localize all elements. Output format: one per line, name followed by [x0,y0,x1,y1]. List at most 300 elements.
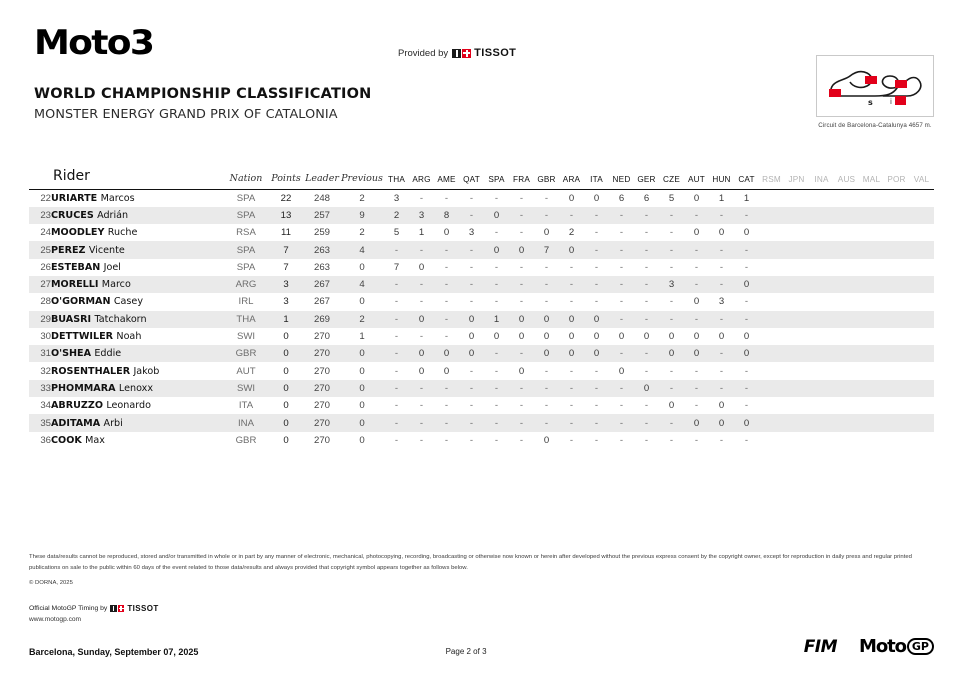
race-result-aus [834,311,859,328]
column-header-leader: Leader [304,168,340,190]
race-result-por [884,259,909,276]
race-result-jpn [784,259,809,276]
race-result-aut: - [694,313,699,325]
moto3-logo-text: Moto3 [34,23,154,63]
rider-nation: SPA [236,261,256,273]
race-result-arg: - [419,279,424,291]
race-result-jpn [784,328,809,345]
race-result-mal [859,190,884,207]
race-result-val [909,397,934,414]
rider-first-name: Noah [116,331,142,343]
race-result-ita: 0 [593,348,600,360]
race-result-rsm [759,293,784,310]
rider-previous: 2 [359,227,365,239]
race-result-ame: - [444,261,449,273]
race-result-qat: - [469,279,474,291]
race-result-ned: - [619,417,624,429]
race-result-jpn [784,345,809,362]
race-result-tha: 7 [393,261,400,273]
race-result-ina [809,345,834,362]
race-result-spa: - [494,261,499,273]
race-result-aut: - [694,434,699,446]
rider-name [51,380,224,397]
rider-last-name: COOK [51,434,82,446]
race-result-arg: - [419,382,424,394]
rider-nation: SPA [236,244,256,256]
race-result-val [909,362,934,379]
race-result-hun: - [719,279,724,291]
race-result-cat: 0 [743,227,750,239]
race-result-val [909,380,934,397]
column-header-race-cze: CZE [659,168,684,190]
rider-first-name: Ruche [107,227,138,239]
race-result-ame: 0 [443,348,450,360]
race-result-ned: - [619,227,624,239]
race-result-mal [859,276,884,293]
website-url[interactable]: www.motogp.com [29,616,82,623]
page-title: WORLD CHAMPIONSHIP CLASSIFICATION [34,86,372,102]
race-result-aus [834,241,859,258]
race-result-arg: - [419,244,424,256]
race-result-cze: - [669,313,674,325]
rider-name [51,397,224,414]
race-result-cze: 3 [668,279,675,291]
race-result-ame: 8 [443,209,450,221]
rider-leader-gap: 267 [313,279,330,291]
race-result-cze: - [669,261,674,273]
race-result-qat: - [469,192,474,204]
race-result-rsm [759,311,784,328]
race-result-gbr: - [544,417,549,429]
race-result-hun: 3 [718,296,725,308]
race-result-hun: - [719,209,724,221]
rider-nation: SPA [236,192,256,204]
race-result-ita: - [594,227,599,239]
rider-previous: 1 [359,331,365,343]
race-result-aut: 0 [693,348,700,360]
race-result-spa: - [494,348,499,360]
race-result-val [909,276,934,293]
race-result-val [909,432,934,449]
standings-table-wrap [0,168,963,449]
rider-previous: 9 [359,209,365,221]
race-result-gbr: 0 [543,227,550,239]
race-result-cze: 0 [668,348,675,360]
race-result-qat: 3 [468,227,475,239]
table-row[interactable] [29,345,934,362]
race-result-cze: - [669,244,674,256]
column-header-race-hun: HUN [709,168,734,190]
race-result-hun: - [719,261,724,273]
race-result-ger: - [644,365,649,377]
race-result-ita: - [594,296,599,308]
rider-name [51,241,224,258]
race-result-ara: - [569,209,574,221]
race-result-por [884,311,909,328]
race-result-cze: 0 [668,400,675,412]
rider-leader-gap: 270 [313,434,330,446]
race-result-ame: - [444,244,449,256]
race-result-ina [809,259,834,276]
race-result-ara: - [569,296,574,308]
race-result-ned: - [619,434,624,446]
race-result-ita: - [594,400,599,412]
tissot-logo-footer [110,604,158,613]
table-row[interactable] [29,190,934,207]
race-result-mal [859,311,884,328]
race-result-qat: - [469,434,474,446]
race-result-cat: - [744,209,749,221]
race-result-jpn [784,362,809,379]
race-result-hun: 0 [718,331,725,343]
rider-last-name: MORELLI [51,279,99,291]
rider-position: 36 [40,434,51,446]
race-result-ita: - [594,209,599,221]
race-result-ina [809,397,834,414]
rider-points: 0 [283,417,289,429]
race-result-gbr: - [544,192,549,204]
race-result-cat: 0 [743,331,750,343]
rider-first-name: Casey [113,296,144,308]
race-result-ned: - [619,279,624,291]
rider-position: 35 [40,417,51,429]
column-header-race-ame: AME [434,168,459,190]
race-result-spa: - [494,382,499,394]
table-row[interactable] [29,380,934,397]
race-result-tha: - [394,313,399,325]
race-result-ita: 0 [593,192,600,204]
rider-name [51,293,224,310]
race-result-ger: - [644,296,649,308]
title-block [34,86,929,122]
race-result-mal [859,207,884,224]
race-result-ara: - [569,382,574,394]
race-result-mal [859,362,884,379]
rider-points: 0 [283,331,289,343]
rider-position: 34 [40,400,51,412]
race-result-val [909,259,934,276]
rider-leader-gap: 270 [313,331,330,343]
race-result-spa: - [494,434,499,446]
rider-last-name: ADITAMA [51,417,101,429]
race-result-ame: - [444,279,449,291]
race-result-aus [834,207,859,224]
table-row[interactable] [29,224,934,241]
race-result-ina [809,432,834,449]
race-result-aus [834,432,859,449]
rider-leader-gap: 263 [313,244,330,256]
race-result-fra: - [519,261,524,273]
race-result-arg: - [419,331,424,343]
race-result-ara: 0 [568,244,575,256]
column-header-race-jpn: JPN [784,168,809,190]
rider-last-name: O'GORMAN [51,296,111,308]
race-result-tha: - [394,417,399,429]
column-header-race-rsm: RSM [759,168,784,190]
race-result-ame: - [444,417,449,429]
circuit-caption: Circuit de Barcelona-Catalunya 4657 m. [818,122,932,129]
rider-previous: 0 [359,417,365,429]
race-result-ned: - [619,313,624,325]
table-row[interactable] [29,414,934,431]
rider-last-name: PEREZ [51,244,86,256]
rider-leader-gap: 270 [313,382,330,394]
race-result-cze: - [669,365,674,377]
race-result-ger: - [644,348,649,360]
race-result-val [909,345,934,362]
race-result-mal [859,414,884,431]
column-header-race-qat: QAT [459,168,484,190]
rider-leader-gap: 259 [313,227,330,239]
table-row[interactable] [29,276,934,293]
race-result-jpn [784,190,809,207]
rider-first-name: Max [85,434,105,446]
copyright-dorna: © DORNA, 2025 [29,580,73,587]
rider-previous: 4 [359,244,365,256]
race-result-hun: - [719,244,724,256]
table-row[interactable] [29,241,934,258]
race-result-ned: - [619,244,624,256]
race-result-ara: - [569,417,574,429]
column-header-race-cat: CAT [734,168,759,190]
race-result-qat: - [469,417,474,429]
rider-points: 1 [283,313,289,325]
moto3-logo [34,23,154,63]
rider-nation: GBR [235,434,257,446]
rider-first-name: Adrián [97,209,129,221]
race-result-ara: 0 [568,331,575,343]
race-result-ger: 6 [643,192,650,204]
rider-points: 7 [283,261,289,273]
column-header-race-ned: NED [609,168,634,190]
table-row[interactable] [29,311,934,328]
race-result-aus [834,362,859,379]
rider-points: 0 [283,348,289,360]
rider-position: 28 [40,296,51,308]
rider-nation: SWI [236,382,256,394]
race-result-qat: 0 [468,331,475,343]
table-row[interactable] [29,397,934,414]
race-result-arg: - [419,400,424,412]
race-result-cat: 0 [743,348,750,360]
race-result-ned: - [619,209,624,221]
race-result-ger: - [644,279,649,291]
race-result-ina [809,328,834,345]
race-result-cze: 0 [668,331,675,343]
column-header-race-arg: ARG [409,168,434,190]
race-result-cat: 0 [743,417,750,429]
table-row[interactable] [29,207,934,224]
race-result-arg: - [419,296,424,308]
race-result-ina [809,311,834,328]
race-result-spa: 1 [493,313,500,325]
race-result-ger: - [644,417,649,429]
rider-previous: 0 [359,261,365,273]
race-result-ame: - [444,382,449,394]
race-result-ina [809,414,834,431]
rider-position: 32 [40,365,51,377]
race-result-gbr: - [544,382,549,394]
race-result-arg: 3 [418,209,425,221]
race-result-gbr: - [544,261,549,273]
race-result-ned: 0 [618,331,625,343]
race-result-spa: - [494,296,499,308]
race-result-rsm [759,414,784,431]
race-result-arg: 0 [418,348,425,360]
column-header-race-mal: MAL [859,168,884,190]
race-result-jpn [784,241,809,258]
table-row[interactable] [29,362,934,379]
race-result-por [884,276,909,293]
race-result-cat: - [744,434,749,446]
rider-name [51,328,224,345]
table-row[interactable] [29,259,934,276]
race-result-ara: 0 [568,348,575,360]
race-result-ger: - [644,400,649,412]
race-result-val [909,328,934,345]
race-result-tha: - [394,331,399,343]
race-result-jpn [784,397,809,414]
race-result-cat: 1 [743,192,750,204]
race-result-ara: - [569,434,574,446]
document-header [0,0,963,150]
race-result-mal [859,328,884,345]
race-result-rsm [759,190,784,207]
page-subtitle: MONSTER ENERGY GRAND PRIX OF CATALONIA [34,107,338,122]
column-header-race-gbr: GBR [534,168,559,190]
rider-position: 26 [40,261,51,273]
race-result-ned: - [619,348,624,360]
race-result-cat: - [744,244,749,256]
rider-first-name: Lenoxx [118,382,153,394]
rider-position: 30 [40,331,51,343]
rider-points: 7 [283,244,289,256]
race-result-cat: - [744,365,749,377]
legal-line-2: copyright owner, except for reproduction in daily press and regular printed publications on sale to the public within 60 days of the event related to those data/results and always provided that copyright symbol appears together as follows below. [29,554,912,572]
race-result-aus [834,190,859,207]
race-result-hun: - [719,382,724,394]
race-result-qat: - [469,365,474,377]
table-row[interactable] [29,293,934,310]
table-row[interactable] [29,328,934,345]
race-result-hun: - [719,434,724,446]
race-result-arg: 0 [418,261,425,273]
circuit-map-svg [817,56,933,116]
race-result-fra: - [519,279,524,291]
race-result-hun: 0 [718,227,725,239]
race-result-arg: - [419,417,424,429]
rider-leader-gap: 248 [313,192,330,204]
race-result-gbr: - [544,296,549,308]
race-result-hun: - [719,348,724,360]
rider-points: 0 [283,382,289,394]
race-result-aut: 0 [693,331,700,343]
race-result-spa: - [494,417,499,429]
rider-position: 29 [40,313,51,325]
column-header-race-ita: ITA [584,168,609,190]
race-result-aus [834,345,859,362]
column-header-points: Points [268,168,304,190]
race-result-spa: - [494,279,499,291]
race-result-ara: 0 [568,192,575,204]
rider-first-name: Eddie [94,348,122,360]
race-result-jpn [784,432,809,449]
race-result-ina [809,207,834,224]
race-result-cze: - [669,434,674,446]
race-result-cat: - [744,400,749,412]
race-result-ita: - [594,434,599,446]
race-result-gbr: 0 [543,331,550,343]
race-result-spa: - [494,365,499,377]
race-result-ita: - [594,365,599,377]
column-header-rider: Rider [29,168,224,190]
table-row[interactable] [29,432,934,449]
rider-last-name: ABRUZZO [51,400,103,412]
race-result-tha: - [394,296,399,308]
race-result-ara: - [569,261,574,273]
race-result-jpn [784,293,809,310]
rider-first-name: Vicente [88,244,125,256]
race-result-por [884,362,909,379]
race-result-por [884,414,909,431]
rider-name [51,276,224,293]
race-result-ame: 0 [443,227,450,239]
rider-points: 3 [283,296,289,308]
race-result-rsm [759,328,784,345]
race-result-ame: - [444,331,449,343]
official-timing-label: Official MotoGP Timing by [29,605,108,612]
race-result-por [884,207,909,224]
race-result-aus [834,380,859,397]
race-result-ara: 0 [568,313,575,325]
race-result-rsm [759,432,784,449]
standings-table-body [29,190,934,449]
race-result-ned: - [619,400,624,412]
rider-first-name: Joel [103,261,121,273]
race-result-jpn [784,207,809,224]
rider-leader-gap: 270 [313,365,330,377]
race-result-jpn [784,311,809,328]
race-result-ger: 0 [643,331,650,343]
column-header-race-spa: SPA [484,168,509,190]
race-result-tha: - [394,244,399,256]
race-result-por [884,224,909,241]
race-result-aut: 0 [693,417,700,429]
race-result-val [909,293,934,310]
column-header-race-fra: FRA [509,168,534,190]
rider-nation: SPA [236,209,256,221]
rider-name [51,224,224,241]
race-result-qat: - [469,261,474,273]
rider-leader-gap: 263 [313,261,330,273]
official-timing-block [29,604,934,613]
standings-table-head [29,168,934,190]
race-result-tha: - [394,348,399,360]
rider-last-name: ESTEBAN [51,261,101,273]
race-result-ger: 0 [643,382,650,394]
rider-last-name: BUASRI [51,313,92,325]
rider-leader-gap: 270 [313,417,330,429]
race-result-aus [834,224,859,241]
race-result-gbr: - [544,400,549,412]
race-result-mal [859,293,884,310]
race-result-gbr: - [544,365,549,377]
provided-by-block [398,47,516,59]
race-result-tha: 2 [393,209,400,221]
race-result-ita: 0 [593,313,600,325]
race-result-ita: 0 [593,331,600,343]
venue-and-date: Barcelona, Sunday, September 07, 2025 [29,647,199,657]
